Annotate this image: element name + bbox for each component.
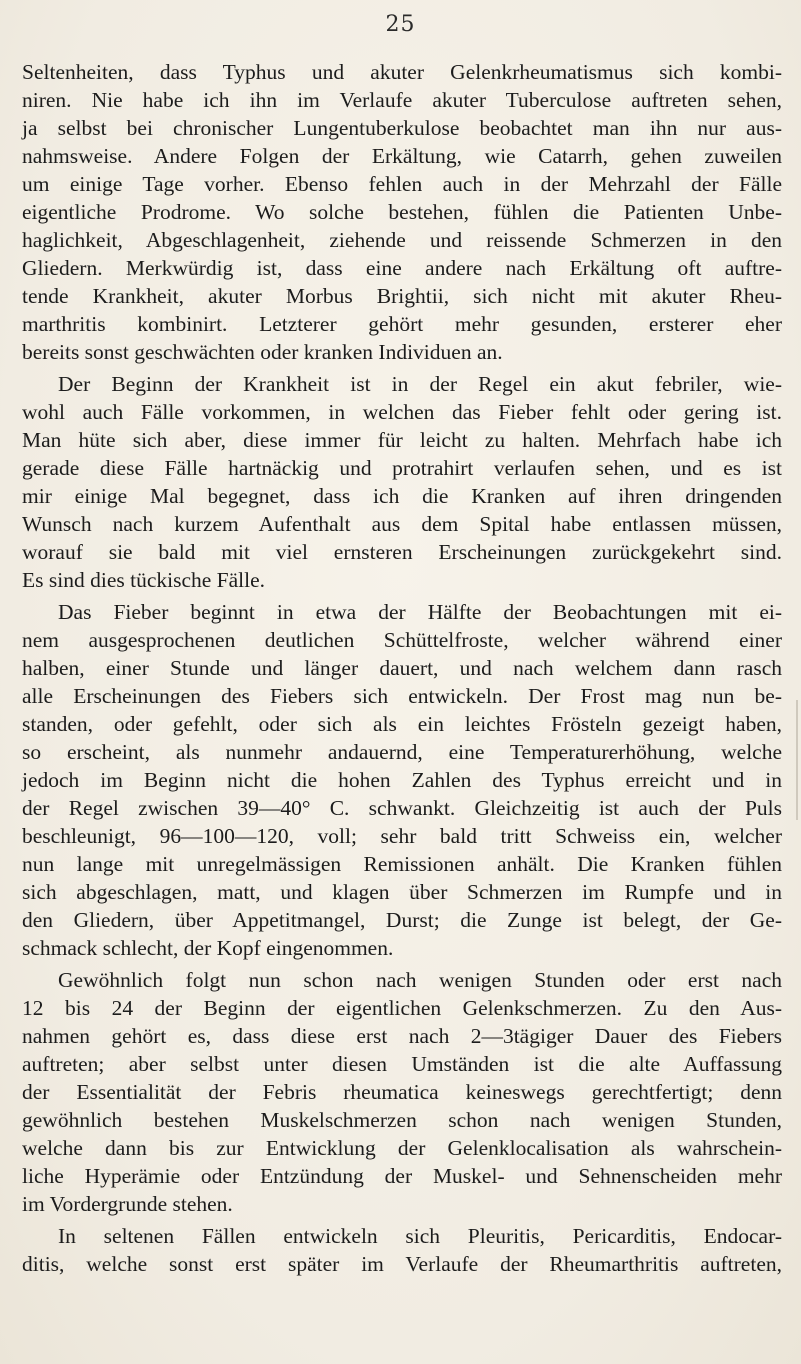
text-line: Der Beginn der Krankheit ist in der Regel ein akut febriler, wie- [58,372,782,396]
text-line: nem ausgesprochenen deutlichen Schüttelfroste, welcher während einer [22,628,782,652]
text-line: ja selbst bei chronischer Lungentuberkulose beobachtet man ihn nur aus- [22,116,782,140]
text-line: jedoch im Beginn nicht die hohen Zahlen des Typhus erreicht und in [22,768,782,792]
text-line: liche Hyperämie oder Entzündung der Muskel- und Sehnenscheiden mehr [22,1164,782,1188]
paragraph-5 [22,1222,782,1278]
text-line: auftreten; aber selbst unter diesen Umständen ist die alte Auffassung [22,1052,782,1076]
text-line: Gewöhnlich folgt nun schon nach wenigen Stunden oder erst nach [58,968,782,992]
text-line: bereits sonst geschwächten oder kranken Individuen an. [22,340,503,364]
text-line: In seltenen Fällen entwickeln sich Pleuritis, Pericarditis, Endocar- [58,1224,782,1248]
paragraph-1 [22,58,782,366]
body-text [22,58,782,1282]
text-line: sich abgeschlagen, matt, und klagen über Schmerzen im Rumpfe und in [22,880,782,904]
text-line: marthritis kombinirt. Letzterer gehört mehr gesunden, ersterer eher [22,312,782,336]
text-line: Man hüte sich aber, diese immer für leicht zu halten. Mehrfach habe ich [22,428,782,452]
text-line: alle Erscheinungen des Fiebers sich entwickeln. Der Frost mag nun be- [22,684,782,708]
text-line: haglichkeit, Abgeschlagenheit, ziehende und reissende Schmerzen in den [22,228,782,252]
text-line: so erscheint, als nunmehr andauernd, eine Temperaturerhöhung, welche [22,740,782,764]
text-line: nahmsweise. Andere Folgen der Erkältung, wie Catarrh, gehen zuweilen [22,144,782,168]
text-line: gerade diese Fälle hartnäckig und protrahirt verlaufen sehen, und es ist [22,456,782,480]
paragraph-3 [22,598,782,962]
text-line: welche dann bis zur Entwicklung der Gelenklocalisation als wahrschein- [22,1136,782,1160]
paragraph-4 [22,966,782,1218]
paragraph-2 [22,370,782,594]
text-line: 12 bis 24 der Beginn der eigentlichen Gelenkschmerzen. Zu den Aus- [22,996,782,1020]
text-line: Seltenheiten, dass Typhus und akuter Gelenkrheumatismus sich kombi- [22,60,782,84]
text-line: nahmen gehört es, dass diese erst nach 2—3tägiger Dauer des Fiebers [22,1024,782,1048]
text-line: schmack schlecht, der Kopf eingenommen. [22,936,394,960]
text-line: mir einige Mal begegnet, dass ich die Kranken auf ihren dringenden [22,484,782,508]
text-line: Wunsch nach kurzem Aufenthalt aus dem Spital habe entlassen müssen, [22,512,782,536]
text-line: tende Krankheit, akuter Morbus Brightii, sich nicht mit akuter Rheu- [22,284,782,308]
text-line: der Essentialität der Febris rheumatica keineswegs gerechtfertigt; denn [22,1080,782,1104]
text-line: Gliedern. Merkwürdig ist, dass eine andere nach Erkältung oft auftre- [22,256,782,280]
text-line: eigentliche Prodrome. Wo solche bestehen, fühlen die Patienten Unbe- [22,200,782,224]
text-line: nun lange mit unregelmässigen Remissionen anhält. Die Kranken fühlen [22,852,782,876]
text-line: Es sind dies tückische Fälle. [22,568,266,592]
text-line: wohl auch Fälle vorkommen, in welchen das Fieber fehlt oder gering ist. [22,400,782,424]
text-line: halben, einer Stunde und länger dauert, und nach welchem dann rasch [22,656,782,680]
text-line: ditis, welche sonst erst später im Verlaufe der Rheumarthritis auftreten, [22,1252,782,1276]
text-line: den Gliedern, über Appetitmangel, Durst; die Zunge ist belegt, der Ge- [22,908,782,932]
text-line: gewöhnlich bestehen Muskelschmerzen schon nach wenigen Stunden, [22,1108,782,1132]
text-line: worauf sie bald mit viel ernsteren Erscheinungen zurückgekehrt sind. [22,540,782,564]
page-edge-mark [796,700,798,820]
text-line: beschleunigt, 96—100—120, voll; sehr bald tritt Schweiss ein, welcher [22,824,782,848]
text-line: Das Fieber beginnt in etwa der Hälfte der Beobachtungen mit ei- [58,600,782,624]
text-line: der Regel zwischen 39—40° C. schwankt. Gleichzeitig ist auch der Puls [22,796,782,820]
text-line: niren. Nie habe ich ihn im Verlaufe akuter Tuberculose auftreten sehen, [22,88,782,112]
text-line: im Vordergrunde stehen. [22,1192,233,1216]
text-line: um einige Tage vorher. Ebenso fehlen auch in der Mehrzahl der Fälle [22,172,782,196]
page-number: 25 [385,12,416,37]
text-line: standen, oder gefehlt, oder sich als ein leichtes Frösteln gezeigt haben, [22,712,782,736]
